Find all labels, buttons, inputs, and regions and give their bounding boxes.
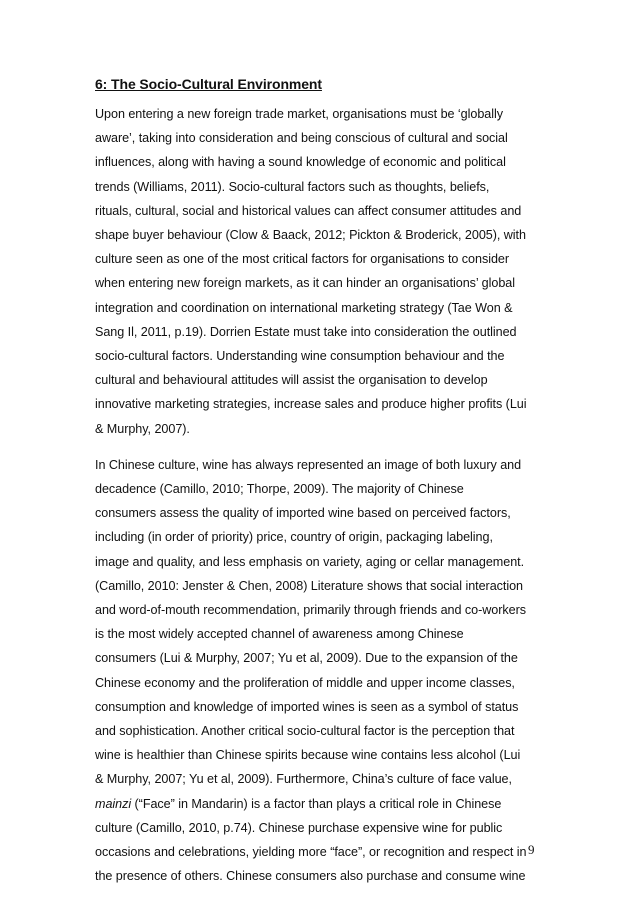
page-number: 9 (528, 842, 535, 857)
text-line: shape buyer behaviour (Clow & Baack, 2012; Pickton & Broderick, 2005), with (95, 228, 526, 243)
text-line: & Murphy, 2007). (95, 421, 190, 436)
text-line: occasions and celebrations, yielding more “face”, or recognition and respect in (95, 845, 527, 860)
text-line: Sang Il, 2011, p.19). Dorrien Estate must take into consideration the outlined (95, 324, 517, 339)
text-line: the presence of others. Chinese consumers also purchase and consume wine (95, 869, 526, 884)
text-line: trends (Williams, 2011). Socio-cultural factors such as thoughts, beliefs, (95, 179, 490, 194)
text-line: rituals, cultural, social and historical values can affect consumer attitudes and (95, 203, 522, 218)
section-heading: 6: The Socio-Cultural Environment (95, 76, 322, 92)
text-line: Chinese economy and the proliferation of middle and upper income classes, (95, 675, 515, 690)
text-line: including (in order of priority) price, country of origin, packaging labeling, (95, 530, 493, 545)
text-line: influences, along with having a sound knowledge of economic and political (95, 155, 506, 170)
text-line: & Murphy, 2007; Yu et al, 2009). Furthermore, China’s culture of face value, (95, 772, 512, 787)
text-line: aware’, taking into consideration and being conscious of cultural and social (95, 131, 508, 146)
italic-line-rest: (“Face” in Mandarin) is a factor than plays a critical role in Chinese (131, 796, 502, 811)
document-page (95, 72, 545, 901)
text-line: Upon entering a new foreign trade market, organisations must be ‘globally (95, 107, 503, 121)
text-line: consumers (Lui & Murphy, 2007; Yu et al, 2009). Due to the expansion of the (95, 651, 518, 666)
text-line: cultural and behavioural attitudes will assist the organisation to develop (95, 373, 488, 388)
paragraph-1 (95, 102, 545, 441)
text-line: culture (Camillo, 2010, p.74). Chinese purchase expensive wine for public (95, 820, 503, 835)
text-line: and sophistication. Another critical socio-cultural factor is the perception that (95, 724, 515, 739)
text-line: integration and coordination on international marketing strategy (Tae Won & (95, 300, 513, 315)
italic-term: mainzi (95, 796, 132, 811)
text-line: when entering new foreign markets, as it can hinder an organisations’ global (95, 276, 515, 291)
text-line: decadence (Camillo, 2010; Thorpe, 2009). The majority of Chinese (95, 482, 464, 497)
text-line: consumption and knowledge of imported wines is seen as a symbol of status (95, 699, 519, 714)
text-line: is the most widely accepted channel of awareness among Chinese (95, 627, 464, 642)
text-line: wine is healthier than Chinese spirits because wine contains less alcohol (Lui (95, 748, 521, 763)
text-line: innovative marketing strategies, increase sales and produce higher profits (Lui (95, 397, 527, 412)
text-line: (Camillo, 2010: Jenster & Chen, 2008) Literature shows that social interaction (95, 578, 524, 593)
text-line: culture seen as one of the most critical factors for organisations to consider (95, 252, 510, 267)
text-line-with-italic (95, 792, 545, 816)
text-line: and word-of-mouth recommendation, primarily through friends and co-workers (95, 603, 526, 618)
text-line: In Chinese culture, wine has always represented an image of both luxury and (95, 457, 522, 472)
paragraph-2 (95, 453, 545, 889)
text-line: image and quality, and less emphasis on variety, aging or cellar management. (95, 554, 525, 569)
text-line: consumers assess the quality of imported wine based on perceived factors, (95, 506, 511, 521)
text-line: socio-cultural factors. Understanding wine consumption behaviour and the (95, 349, 505, 364)
